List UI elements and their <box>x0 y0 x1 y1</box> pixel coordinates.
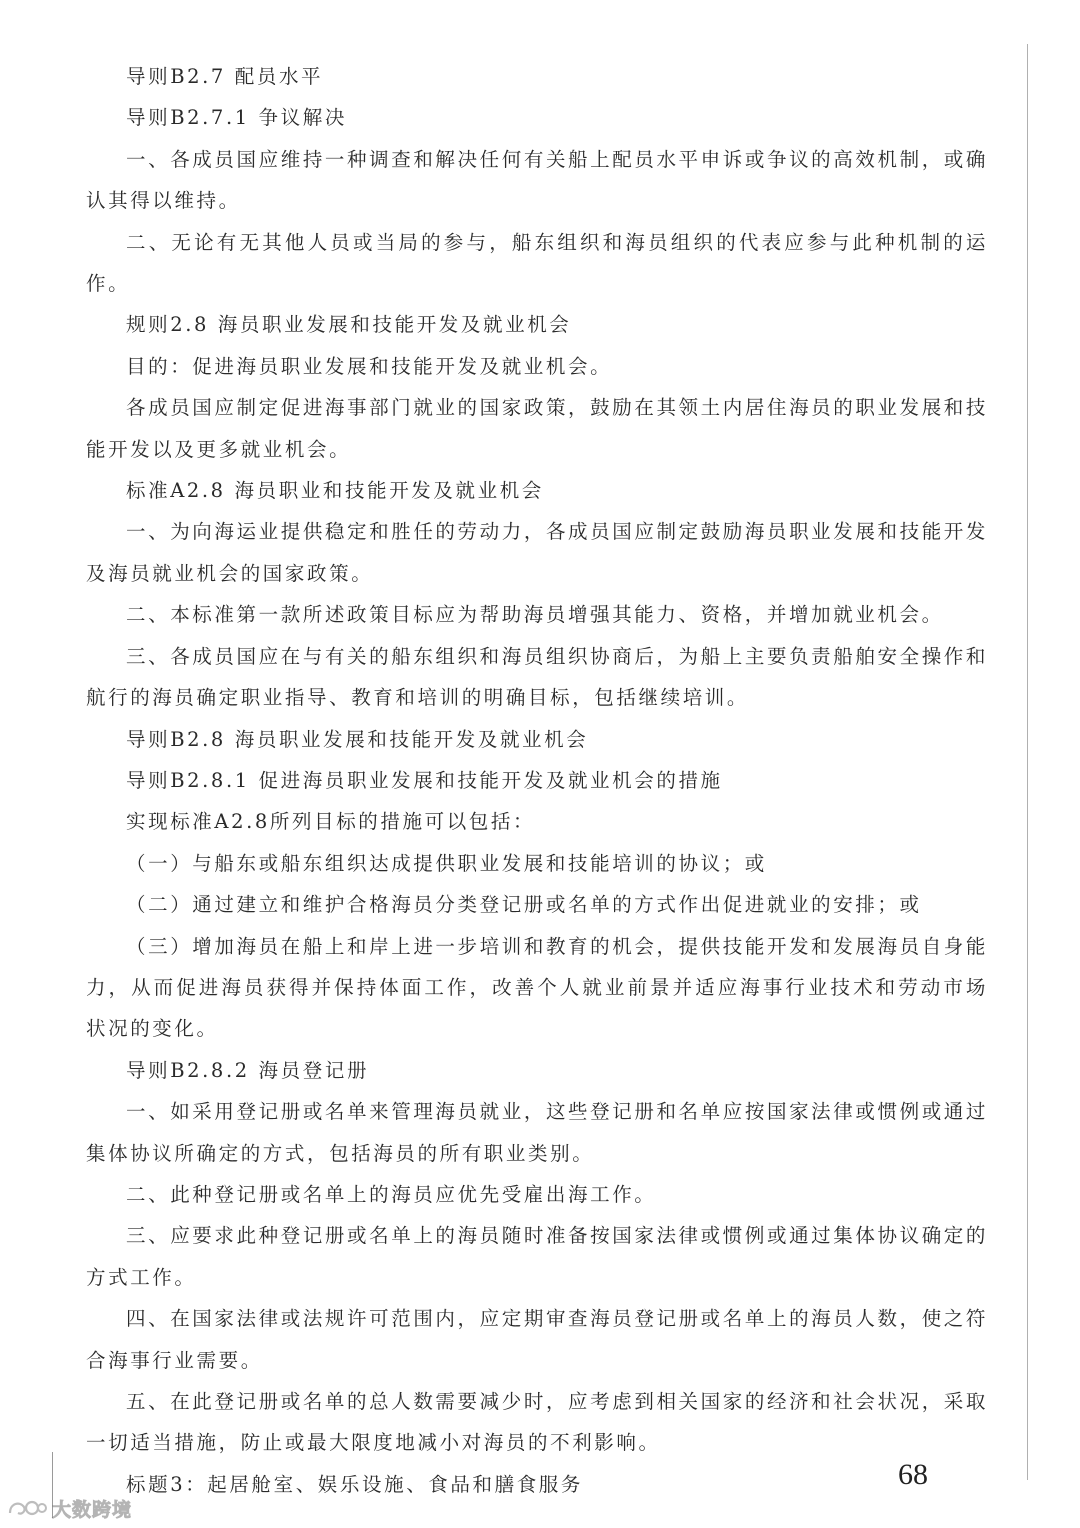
section-heading: 标题3：起居舱室、娱乐设施、食品和膳食服务 <box>126 1472 584 1496</box>
paragraph: 目的：促进海员职业发展和技能开发及就业机会。 <box>126 354 613 378</box>
paragraph: 三、各成员国应在与有关的船东组织和海员组织协商后，为船上主要负责船舶安全操作和航行的海员确定职业指导、教育和培训的明确目标，包括继续培训。 <box>86 644 988 710</box>
list-item: （三）增加海员在船上和岸上进一步培训和教育的机会，提供技能开发和发展海员自身能力，从而促进海员获得并保持体面工作，改善个人就业前景并适应海事行业技术和劳动市场状况的变化。 <box>86 934 988 1041</box>
section-heading: 规则2.8 海员职业发展和技能开发及就业机会 <box>126 313 572 337</box>
paragraph: 二、本标准第一款所述政策目标应为帮助海员增强其能力、资格，并增加就业机会。 <box>126 603 944 627</box>
paragraph: 各成员国应制定促进海事部门就业的国家政策，鼓励在其领土内居住海员的职业发展和技能开发以及更多就业机会。 <box>86 396 988 461</box>
section-heading: 导则B2.8.1 促进海员职业发展和技能开发及就业机会的措施 <box>126 768 723 792</box>
page-border-right <box>1027 44 1028 1480</box>
section-heading: 标准A2.8 海员职业和技能开发及就业机会 <box>126 479 544 503</box>
section-heading: 导则B2.7 配员水平 <box>126 65 324 88</box>
paragraph: 二、无论有无其他人员或当局的参与，船东组织和海员组织的代表应参与此种机制的运作。 <box>86 230 988 296</box>
brand-logo-icon <box>6 1497 48 1519</box>
paragraph: 一、如采用登记册或名单来管理海员就业，这些登记册和名单应按国家法律或惯例或通过集体协议所确定的方式，包括海员的所有职业类别。 <box>86 1100 988 1165</box>
paragraph: 实现标准A2.8所列目标的措施可以包括： <box>126 810 536 834</box>
watermark <box>6 1494 132 1522</box>
paragraph: 四、在国家法律或法规许可范围内，应定期审查海员登记册或名单上的海员人数，使之符合海事行业需要。 <box>86 1307 988 1372</box>
paragraph: 二、此种登记册或名单上的海员应优先受雇出海工作。 <box>126 1182 657 1206</box>
paragraph: 三、应要求此种登记册或名单上的海员随时准备按国家法律或惯例或通过集体协议确定的方式工作。 <box>86 1224 988 1289</box>
section-heading: 导则B2.8.2 海员登记册 <box>126 1058 370 1082</box>
paragraph: 五、在此登记册或名单的总人数需要减少时，应考虑到相关国家的经济和社会状况，采取一切适当措施，防止或最大限度地减小对海员的不利影响。 <box>86 1390 988 1455</box>
list-item: （一）与船东或船东组织达成提供职业发展和技能培训的协议；或 <box>126 851 767 875</box>
page-number: 68 <box>898 1458 928 1491</box>
section-heading: 导则B2.8 海员职业发展和技能开发及就业机会 <box>126 727 589 751</box>
document-body <box>86 56 988 1505</box>
watermark-text: 大数跨境 <box>52 1498 133 1521</box>
list-item: （二）通过建立和维护合格海员分类登记册或名单的方式作出促进就业的安排；或 <box>126 893 922 917</box>
paragraph: 一、为向海运业提供稳定和胜任的劳动力，各成员国应制定鼓励海员职业发展和技能开发及海员就业机会的国家政策。 <box>86 520 988 585</box>
section-heading: 导则B2.7.1 争议解决 <box>126 106 347 130</box>
paragraph: 一、各成员国应维持一种调查和解决任何有关船上配员水平申诉或争议的高效机制，或确认其得以维持。 <box>86 147 988 213</box>
